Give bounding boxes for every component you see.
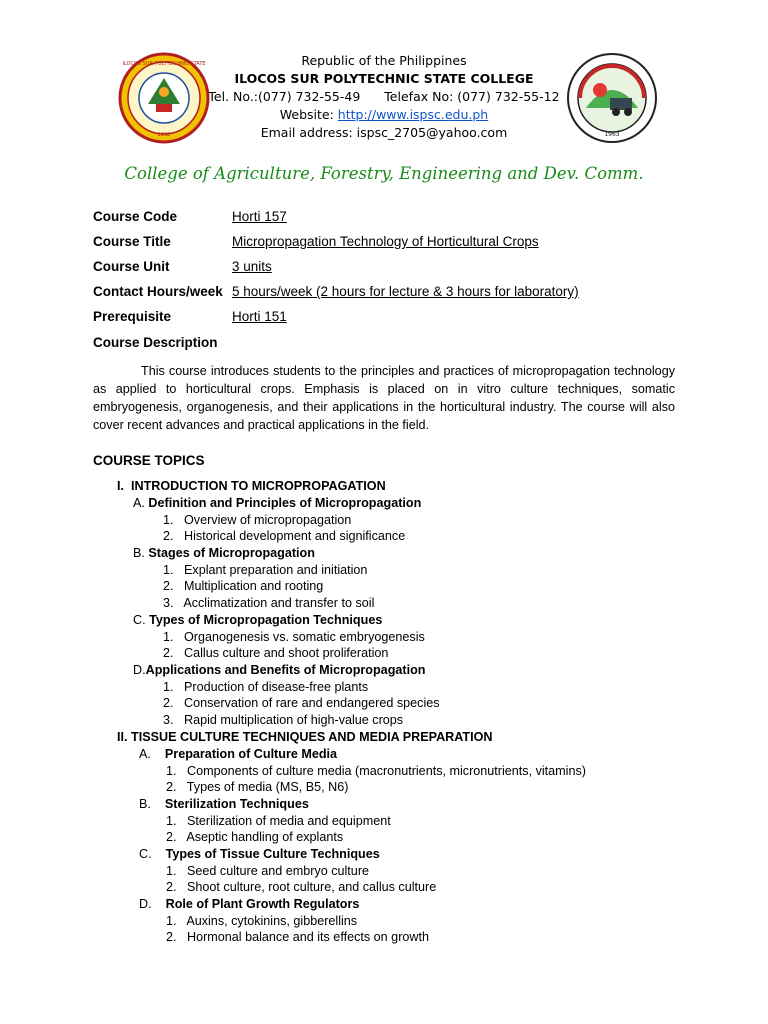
course-unit-value: 3 units xyxy=(232,259,272,274)
course-info-row xyxy=(93,284,693,309)
website-label: Website: xyxy=(279,107,338,122)
website-line xyxy=(200,106,568,124)
svg-text:ILOCOS SUR POLYTECHNIC STATE: ILOCOS SUR POLYTECHNIC STATE xyxy=(122,61,206,67)
list-item: 2. Hormonal balance and its effects on growth xyxy=(166,930,429,944)
topic-heading: II. TISSUE CULTURE TECHNIQUES AND MEDIA PREPARATION xyxy=(117,730,493,744)
section-heading: D. Role of Plant Growth Regulators xyxy=(139,897,360,911)
svg-text:1963: 1963 xyxy=(604,131,620,138)
list-item: 3. Acclimatization and transfer to soil xyxy=(163,596,375,610)
course-info-row xyxy=(93,209,693,234)
list-item: 3. Rapid multiplication of high-value crops xyxy=(163,713,404,727)
section-heading: B. Sterilization Techniques xyxy=(139,797,309,811)
section-heading: D.Applications and Benefits of Micropropagation xyxy=(133,663,426,677)
contact-hours-value: 5 hours/week (2 hours for lecture & 3 hours for laboratory) xyxy=(232,284,579,299)
list-item: 2. Aseptic handling of explants xyxy=(166,830,344,844)
course-code-label: Course Code xyxy=(93,209,178,224)
course-info-row xyxy=(93,309,693,334)
email-line: Email address: ispsc_2705@yahoo.com xyxy=(260,125,508,140)
college-name: College of Agriculture, Forestry, Engineering and Dev. Comm. xyxy=(124,164,644,183)
list-item: 1. Explant preparation and initiation xyxy=(163,563,368,577)
ispsc-seal-logo xyxy=(118,52,210,144)
course-title-value: Micropropagation Technology of Horticultural Crops xyxy=(232,234,539,249)
list-item: 2. Shoot culture, root culture, and callus culture xyxy=(166,880,437,894)
contact-hours-label: Contact Hours/week xyxy=(93,284,223,299)
list-item: 2. Multiplication and rooting xyxy=(163,579,324,593)
list-item: 2. Conservation of rare and endangered species xyxy=(163,696,440,710)
list-item: 2. Historical development and significance xyxy=(163,529,406,543)
section-heading: C. Types of Micropropagation Techniques xyxy=(133,613,383,627)
telephone-number: Tel. No.:(077) 732-55-49 xyxy=(208,89,361,104)
course-code-value: Horti 157 xyxy=(232,209,287,224)
prerequisite-value: Horti 151 xyxy=(232,309,287,324)
course-info-row xyxy=(93,259,693,284)
course-topics-heading: COURSE TOPICS xyxy=(93,453,205,468)
list-item: 1. Components of culture media (macronutrients, micronutrients, vitamins) xyxy=(166,764,586,778)
list-item: 1. Overview of micropropagation xyxy=(163,513,352,527)
course-description: This course introduces students to the principles and practices of micropropagation technology as applied to horticultural crops. Emphasis is placed on in vitro culture techniques, somatic embryogenesis, organogenesis, and their applications in the horticultural industry. The course will also cover recent advances and practical applications in the field. xyxy=(93,364,675,432)
list-item: 2. Callus culture and shoot proliferation xyxy=(163,646,389,660)
section-heading: A. Preparation of Culture Media xyxy=(139,747,338,761)
letterhead xyxy=(200,52,568,142)
college-seal-logo xyxy=(566,52,658,144)
section-heading: C. Types of Tissue Culture Techniques xyxy=(139,847,380,861)
website-link[interactable]: http://www.ispsc.edu.ph xyxy=(337,107,489,122)
telefax-number: Telefax No: (077) 732-55-12 xyxy=(384,89,560,104)
list-item: 1. Auxins, cytokinins, gibberellins xyxy=(166,914,358,928)
prerequisite-label: Prerequisite xyxy=(93,309,172,324)
list-item: 1. Seed culture and embryo culture xyxy=(166,864,370,878)
list-item: 1. Production of disease-free plants xyxy=(163,680,369,694)
course-unit-label: Course Unit xyxy=(93,259,170,274)
republic-line: Republic of the Philippines xyxy=(301,53,467,68)
section-heading: B. Stages of Micropropagation xyxy=(133,546,315,560)
contact-phones xyxy=(200,88,568,106)
svg-text:1998: 1998 xyxy=(157,132,171,138)
course-info-row xyxy=(93,234,693,259)
list-item: 1. Sterilization of media and equipment xyxy=(166,814,391,828)
course-description-label: Course Description xyxy=(93,335,218,350)
course-info xyxy=(93,209,693,334)
course-title-label: Course Title xyxy=(93,234,171,249)
list-item: 2. Types of media (MS, B5, N6) xyxy=(166,780,349,794)
list-item: 1. Organogenesis vs. somatic embryogenesis xyxy=(163,630,425,644)
topic-heading: I. INTRODUCTION TO MICROPROPAGATION xyxy=(117,479,386,493)
section-heading: A. Definition and Principles of Micropropagation xyxy=(133,496,422,510)
institution-name: ILOCOS SUR POLYTECHNIC STATE COLLEGE xyxy=(234,71,534,86)
